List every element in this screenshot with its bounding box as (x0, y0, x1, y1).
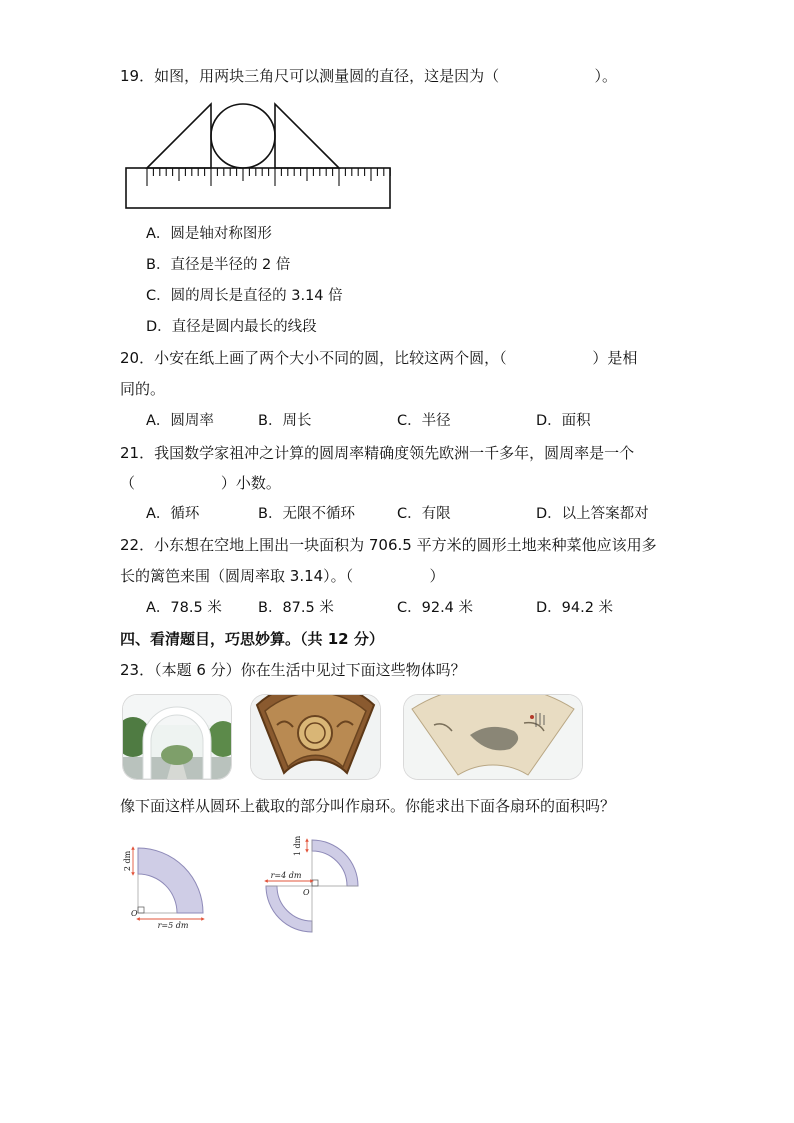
q20-option-b[interactable]: B．周长 (258, 413, 312, 429)
right-angle-marker (312, 880, 318, 886)
radius-label: r=4 dm (270, 871, 302, 880)
q21-stem-line1: 21．我国数学家祖冲之计算的圆周率精确度领先欧洲一千多年，圆周率是一个 (120, 444, 635, 462)
q19-option-d[interactable]: D．直径是圆内最长的线段 (146, 319, 317, 335)
q22-stem-line2: 长的篱笆来围（圆周率取 3.14）。（ ） (120, 567, 445, 585)
q22-option-a[interactable]: A．78.5 米 (146, 600, 222, 616)
width-label: 2 dm (123, 850, 132, 872)
ruler-triangles-figure (125, 98, 395, 210)
arch-gate-photo (123, 695, 231, 779)
upper-annular-sector (312, 840, 358, 886)
q20-stem-line2: 同的。 (120, 380, 166, 398)
q20-stem-line1: 20．小安在纸上画了两个大小不同的圆，比较这两个圆，（ ）是相 (120, 349, 638, 367)
q20-option-d[interactable]: D．面积 (536, 413, 591, 429)
ruler (126, 168, 390, 208)
q22-stem-line1: 22．小东想在空地上围出一块面积为 706.5 平方米的圆形土地来种菜他应该用多 (120, 536, 657, 554)
left-set-square (147, 104, 211, 168)
q21-stem-line2: （ ）小数。 (120, 474, 281, 492)
q21-option-a[interactable]: A．循环 (146, 506, 200, 522)
q23-description: 像下面这样从圆环上截取的部分叫作扇环。你能求出下面各扇环的面积吗？ (120, 797, 616, 815)
q20-option-a[interactable]: A．圆周率 (146, 413, 214, 429)
annular-sector-figure-2 (262, 832, 366, 938)
measured-circle (211, 104, 275, 168)
annular-sector-shape (138, 848, 203, 913)
right-angle-marker (138, 907, 144, 913)
q19-option-b[interactable]: B．直径是半径的 2 倍 (146, 257, 291, 273)
q19-option-c[interactable]: C．圆的周长是直径的 3.14 倍 (146, 288, 343, 304)
annular-sector-figure-1 (118, 840, 214, 930)
center-label: O (131, 909, 138, 918)
section-heading: 四、看清题目，巧思妙算。（共 12 分） (120, 630, 384, 648)
right-set-square (275, 104, 339, 168)
q23-stem: 23．（本题 6 分）你在生活中见过下面这些物体吗？ (120, 661, 466, 679)
radius-label: r=5 dm (157, 921, 189, 930)
q21-option-c[interactable]: C．有限 (397, 506, 451, 522)
q19-stem: 19．如图，用两块三角尺可以测量圆的直径，这是因为（ ）。 (120, 67, 617, 85)
center-label: O (303, 888, 310, 897)
carved-fan-window-photo (251, 695, 380, 779)
q19-option-a[interactable]: A．圆是轴对称图形 (146, 226, 272, 242)
q22-option-b[interactable]: B．87.5 米 (258, 600, 334, 616)
width-label: 1 dm (293, 835, 302, 857)
q22-option-d[interactable]: D．94.2 米 (536, 600, 614, 616)
painted-fan-photo (404, 695, 582, 779)
q21-option-b[interactable]: B．无限不循环 (258, 506, 355, 522)
q20-option-c[interactable]: C．半径 (397, 413, 451, 429)
q21-option-d[interactable]: D．以上答案都对 (536, 506, 649, 522)
q22-option-c[interactable]: C．92.4 米 (397, 600, 474, 616)
